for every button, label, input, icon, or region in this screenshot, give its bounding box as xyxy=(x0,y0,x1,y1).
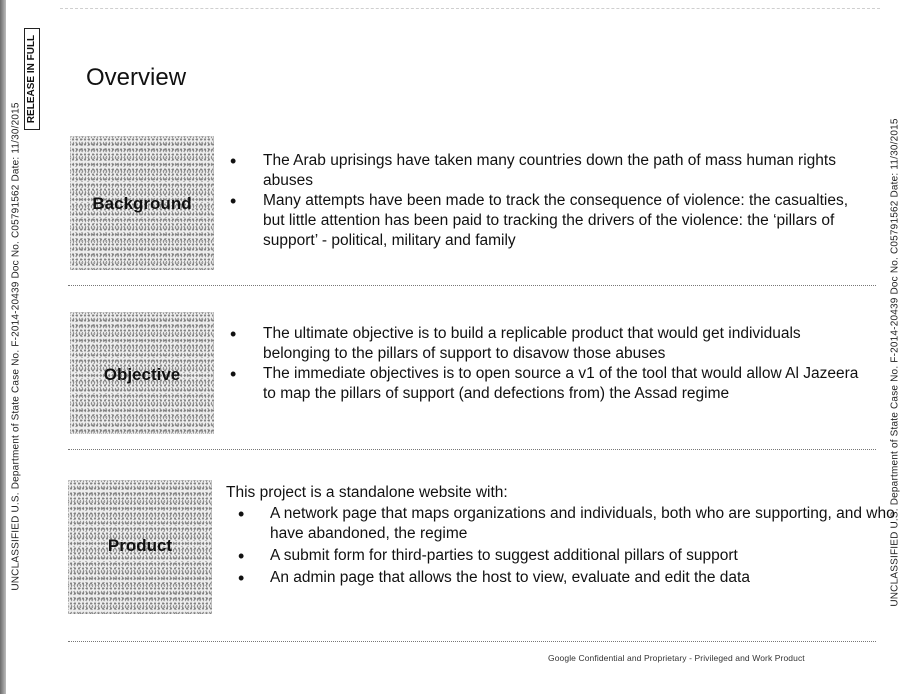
scan-edge xyxy=(0,0,6,694)
product-bullets xyxy=(238,504,898,590)
declassification-stamp-right: UNCLASSIFIED U.S. Department of State Case No. F-2014-20439 Doc No. C05791562 Date: 11/30/2015 xyxy=(889,118,901,607)
product-intro: This project is a standalone website with: xyxy=(226,484,508,501)
declassification-stamp-left: UNCLASSIFIED U.S. Department of State Case No. F-2014-20439 Doc No. C05791562 Date: 11/30/2015 xyxy=(10,102,22,591)
section-divider xyxy=(68,449,876,450)
objective-label-box xyxy=(70,312,214,434)
background-bullets xyxy=(230,151,860,251)
product-label-box xyxy=(68,480,212,614)
objective-bullets xyxy=(230,324,870,404)
product-label: Product xyxy=(107,536,173,555)
list-item: • A network page that maps organizations and individuals, both who are supporting, and who have abandoned, the regime xyxy=(238,504,898,544)
list-item: • The Arab uprisings have taken many countries down the path of mass human rights abuses xyxy=(230,151,860,191)
list-item: • Many attempts have been made to track the consequence of violence: the casualties, but little attention has been paid to tracking the drivers of the violence: the ‘pillars of support’ - political, military and family xyxy=(230,191,860,251)
list-item: • An admin page that allows the host to view, evaluate and edit the data xyxy=(238,568,898,588)
release-in-full-stamp: RELEASE IN FULL xyxy=(24,28,40,130)
background-label-box xyxy=(70,136,214,270)
objective-label: Objective xyxy=(103,365,181,384)
list-item: • The immediate objectives is to open source a v1 of the tool that would allow Al Jazeera to map the pillars of support (and defections from) the Assad regime xyxy=(230,364,870,404)
page-title: Overview xyxy=(86,64,187,91)
list-item: • The ultimate objective is to build a replicable product that would get individuals belonging to the pillars of support to disavow those abuses xyxy=(230,324,870,364)
scan-noise-line xyxy=(60,8,880,10)
confidentiality-footer: Google Confidential and Proprietary - Privileged and Work Product xyxy=(548,653,805,663)
section-divider xyxy=(68,641,876,642)
list-item: • A submit form for third-parties to suggest additional pillars of support xyxy=(238,546,898,566)
background-label: Background xyxy=(92,194,192,213)
section-divider xyxy=(68,285,876,286)
